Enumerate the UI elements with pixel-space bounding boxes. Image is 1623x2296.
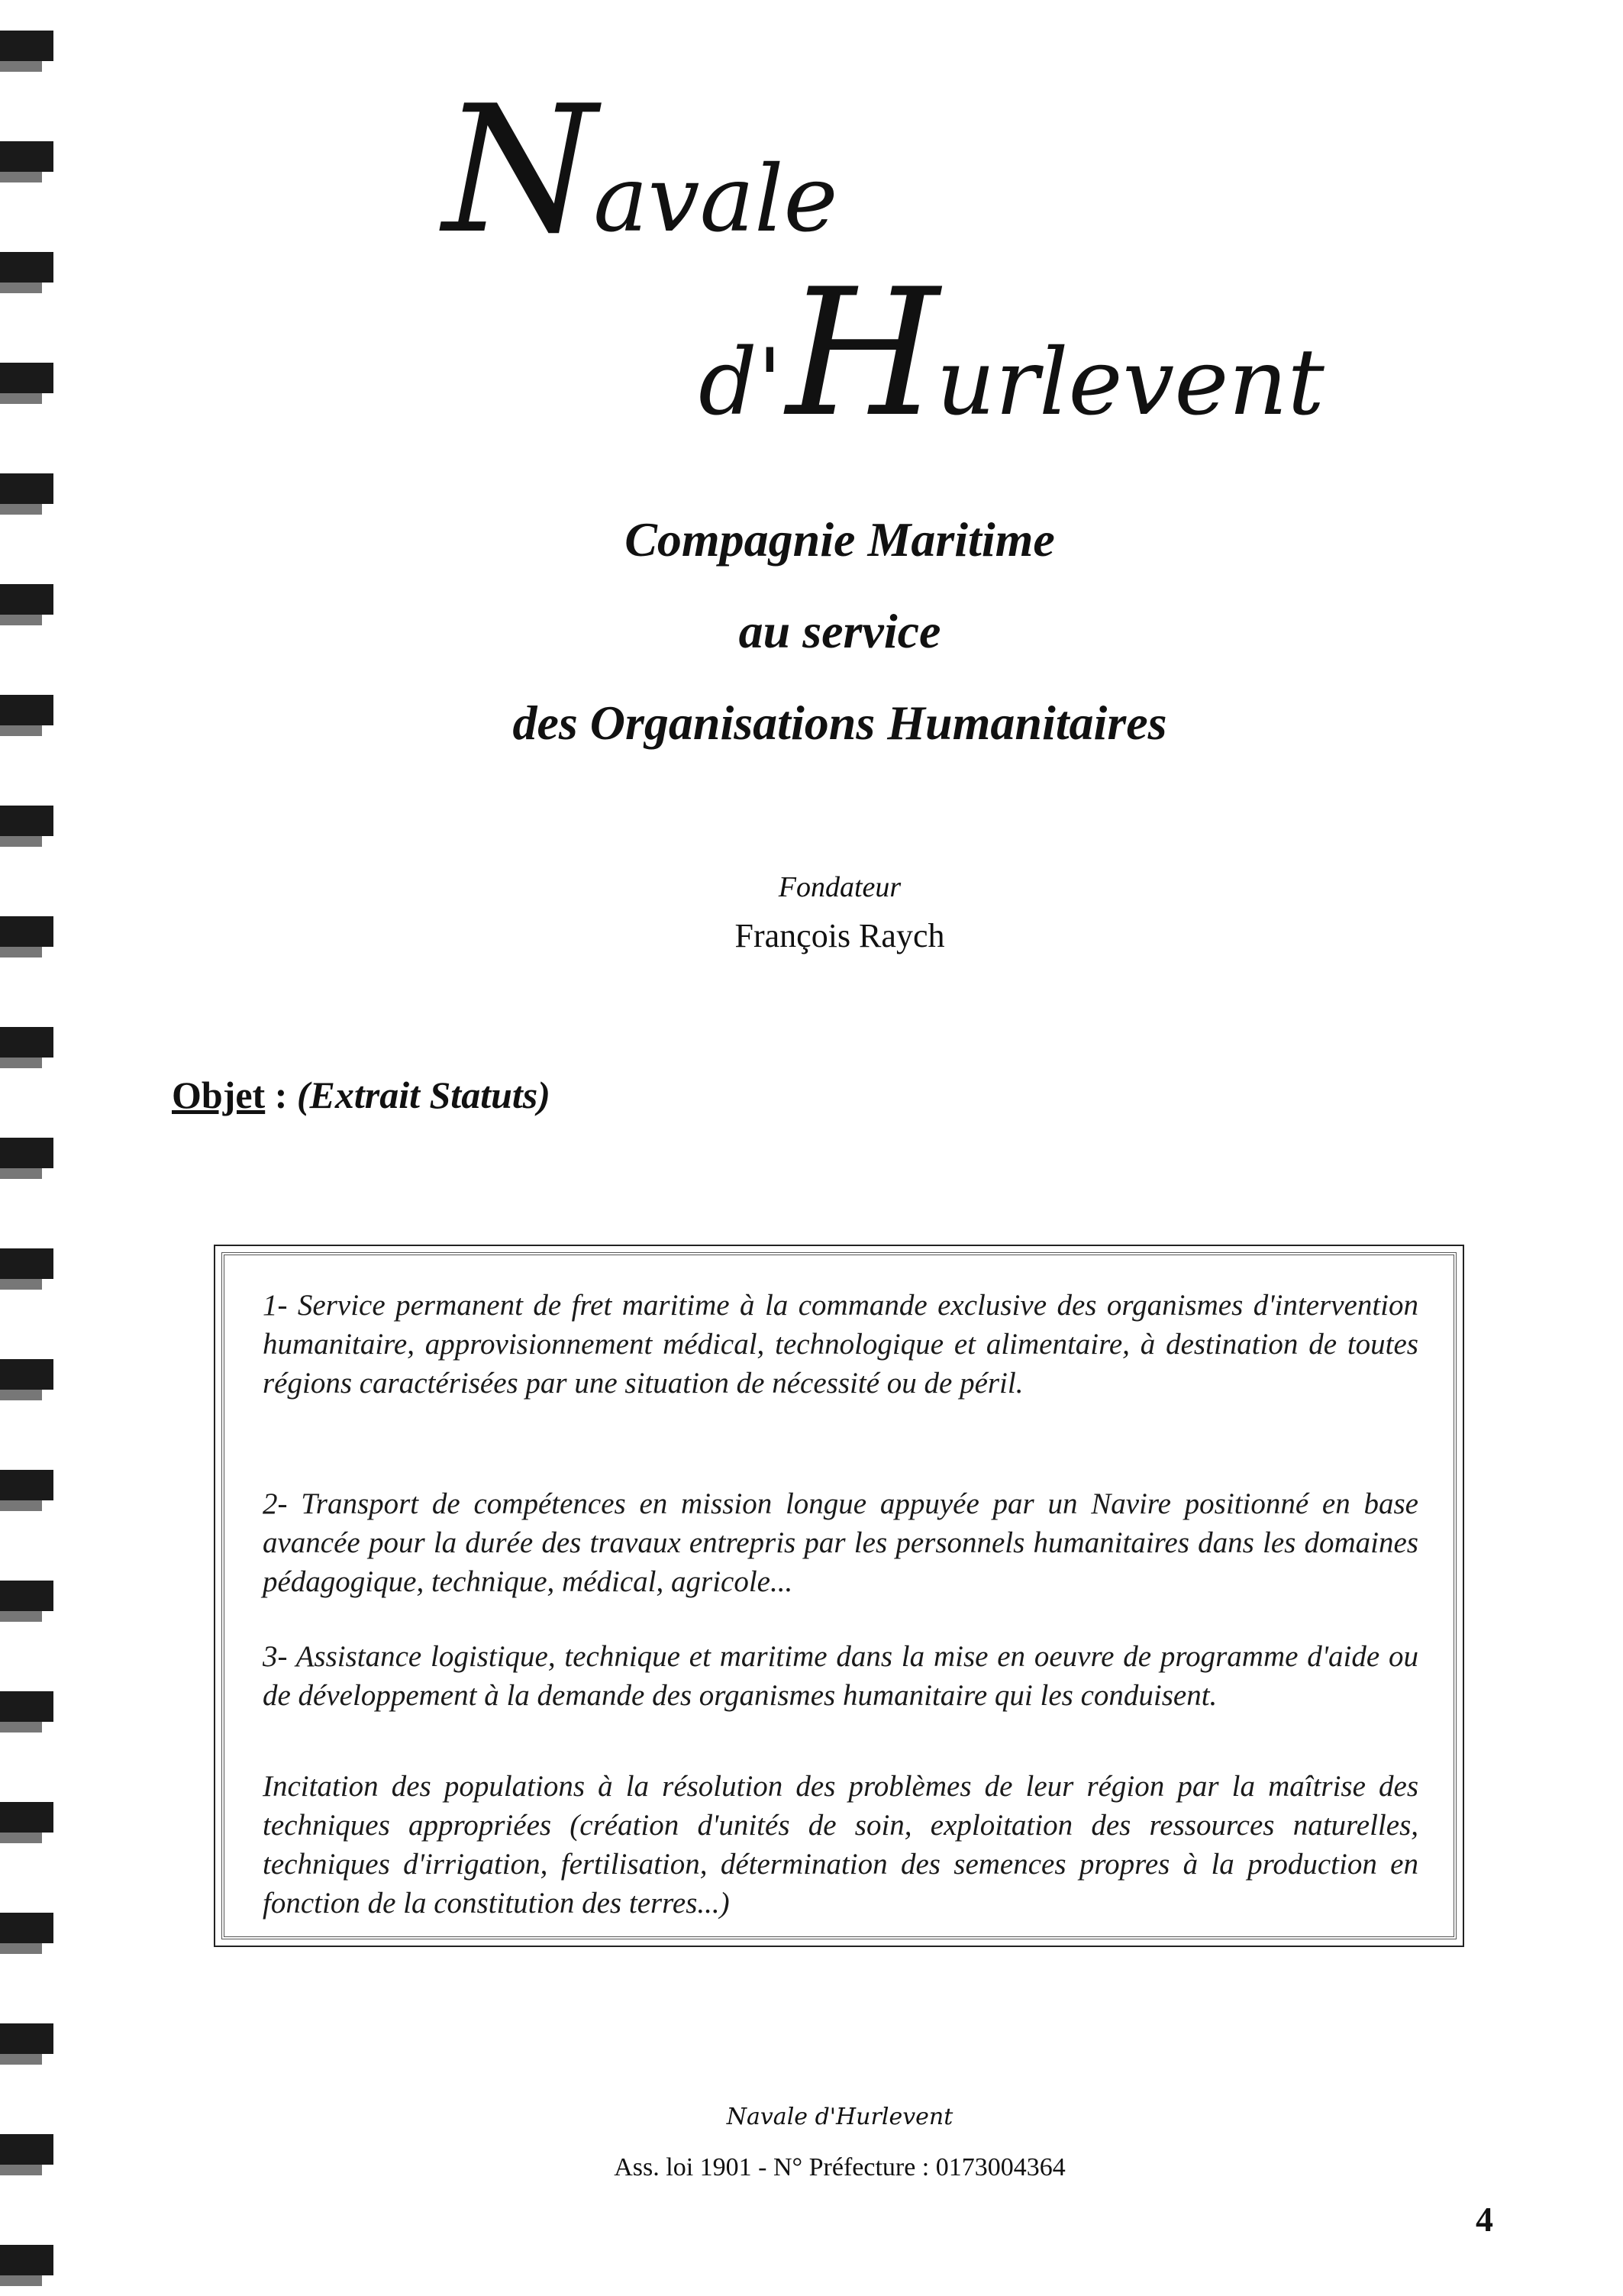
binding-ring-shadow — [0, 1833, 42, 1843]
footer-logo-text: Navale d'Hurlevent — [726, 2104, 953, 2130]
binding-ring — [0, 1913, 53, 1943]
binding-ring — [0, 363, 53, 393]
subtitle-line3: des Organisations Humanitaires — [512, 696, 1167, 750]
logo-title-line1 — [443, 69, 838, 273]
binding-ring — [0, 1027, 53, 1058]
binding-ring-shadow — [0, 1058, 42, 1068]
page-number: 4 — [1476, 2200, 1493, 2239]
footer-association: Ass. loi 1901 - N° Préfecture : 0173004364 — [614, 2153, 1066, 2181]
statuts-clause-2: 2- Transport de compétences en mission longue appuyée par un Navire positionné en base avancée pour la durée des travaux entrepris par les personnels humanitaires dans les domaines pédagogique, technique, médical, agricole... — [263, 1487, 1418, 1598]
binding-ring — [0, 1581, 53, 1611]
binding-ring-shadow — [0, 172, 42, 182]
binding-ring — [0, 141, 53, 172]
binding-ring — [0, 1470, 53, 1500]
statuts-clause-4: Incitation des populations à la résolution des problèmes de leur région par la maîtrise des techniques appropriées (création d'unités de soin, exploitation des ressources naturelles, techniques d'irrigation, fertilisation, détermination des semences propres à la production en fonction de la constitution des terres...) — [263, 1770, 1418, 1920]
logo-prefix: d' — [699, 330, 782, 436]
binding-ring-shadow — [0, 836, 42, 847]
binding-ring-shadow — [0, 1943, 42, 1954]
objet-separator: : — [265, 1074, 297, 1116]
logo-cap-n: N — [443, 69, 594, 273]
logo-title-line2 — [699, 252, 1325, 456]
binding-ring-shadow — [0, 1279, 42, 1290]
binding-ring-shadow — [0, 2054, 42, 2065]
binding-ring — [0, 2245, 53, 2275]
binding-ring-shadow — [0, 1168, 42, 1179]
binding-ring-shadow — [0, 2275, 42, 2286]
binding-ring-shadow — [0, 61, 42, 72]
binding-ring — [0, 1691, 53, 1722]
objet-extract: (Extrait Statuts) — [296, 1074, 550, 1116]
binding-ring — [0, 2023, 53, 2054]
statuts-box — [214, 1245, 1464, 1947]
statuts-clause-3: 3- Assistance logistique, technique et maritime dans la mise en oeuvre de programme d'aide ou de développement à la demande des organismes humanitaire qui les conduisent. — [263, 1640, 1418, 1712]
spiral-binding — [0, 0, 65, 2296]
binding-ring-shadow — [0, 1390, 42, 1400]
logo-cap-h: H — [786, 252, 937, 456]
binding-ring-shadow — [0, 283, 42, 293]
binding-ring — [0, 1138, 53, 1168]
binding-ring — [0, 1359, 53, 1390]
statuts-inner-frame — [221, 1252, 1457, 1939]
binding-ring-shadow — [0, 393, 42, 404]
binding-ring-shadow — [0, 1500, 42, 1511]
founder-label: Fondateur — [778, 871, 902, 903]
binding-ring — [0, 473, 53, 504]
founder-name: François Raych — [734, 917, 945, 954]
subtitle-line1: Compagnie Maritime — [624, 512, 1055, 567]
objet-heading — [172, 1073, 550, 1117]
binding-ring-shadow — [0, 1722, 42, 1732]
subtitle-line2: au service — [738, 604, 941, 658]
logo-word-avale: avale — [593, 147, 838, 253]
binding-ring — [0, 1802, 53, 1833]
binding-ring — [0, 1248, 53, 1279]
logo-word-urlevent: urlevent — [936, 330, 1325, 436]
binding-ring-shadow — [0, 1611, 42, 1622]
binding-ring — [0, 806, 53, 836]
binding-ring — [0, 252, 53, 283]
statuts-clause-1: 1- Service permanent de fret maritime à la commande exclusive des organismes d'intervention humanitaire, approvisionnement médical, technologique et alimentaire, à destination de toutes régions caractérisées par une situation de nécessité ou de péril. — [263, 1289, 1418, 1400]
objet-label: Objet — [172, 1074, 266, 1116]
binding-ring — [0, 31, 53, 61]
